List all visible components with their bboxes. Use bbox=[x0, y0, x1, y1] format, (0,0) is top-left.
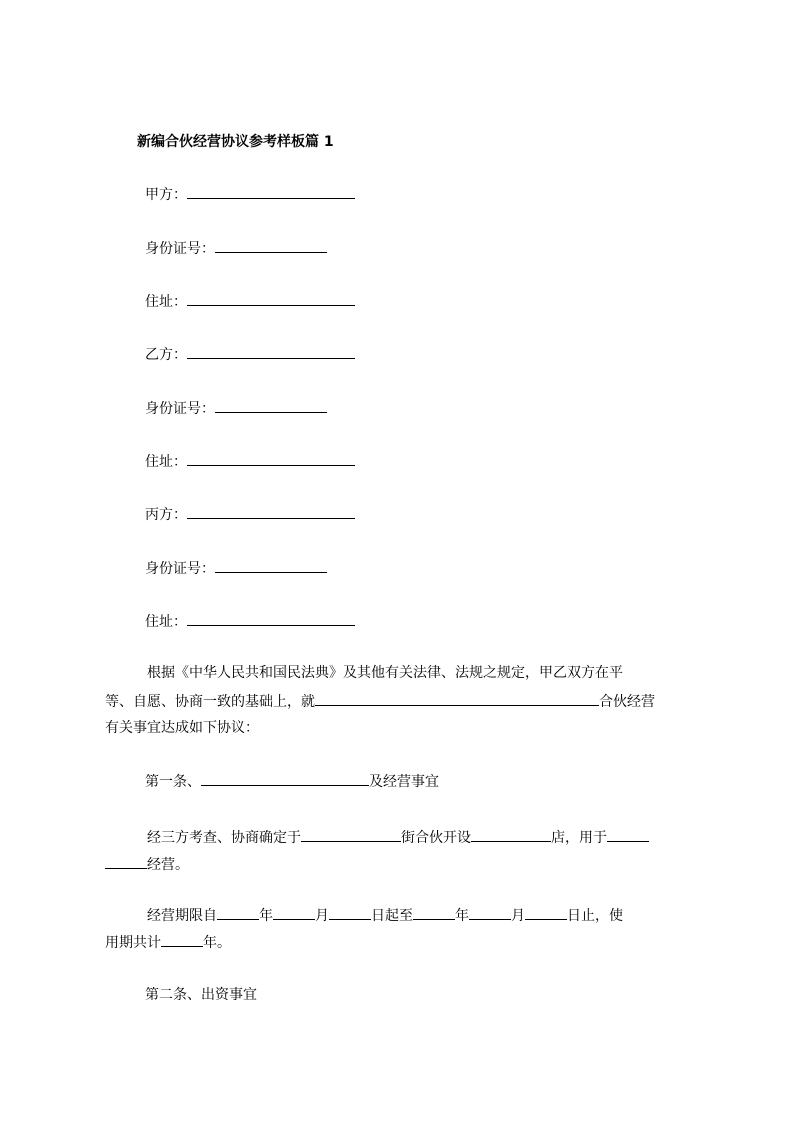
article1-prefix: 第一条、 bbox=[145, 774, 201, 790]
party-c-id-label: 身份证号： bbox=[145, 561, 215, 577]
article1-blank[interactable] bbox=[201, 773, 369, 786]
para2-line2 bbox=[105, 856, 189, 873]
page-title: 新编合伙经营协议参考样板篇 1 bbox=[137, 134, 334, 150]
party-c-label: 丙方： bbox=[145, 507, 187, 523]
party-c-row bbox=[145, 506, 355, 523]
party-a-address-blank[interactable] bbox=[187, 293, 355, 306]
para3-text-b: 用期共计 bbox=[105, 935, 161, 951]
para3-month1: 月 bbox=[315, 908, 329, 924]
party-a-id-blank[interactable] bbox=[215, 240, 327, 253]
para3-day-to: 日止，使 bbox=[567, 908, 623, 924]
party-c-address-blank[interactable] bbox=[187, 613, 355, 626]
party-b-name-blank[interactable] bbox=[187, 346, 355, 359]
para3-month2: 月 bbox=[511, 908, 525, 924]
article2-heading: 第二条、出资事宜 bbox=[145, 987, 257, 1003]
end-day-blank[interactable] bbox=[525, 907, 567, 920]
para1-line2 bbox=[105, 693, 655, 710]
para3-year2: 年 bbox=[455, 908, 469, 924]
para1-line2-text-a: 等、自愿、协商一致的基础上，就 bbox=[105, 694, 315, 710]
para3-line2 bbox=[105, 934, 231, 951]
article1-heading bbox=[145, 773, 439, 790]
street-blank[interactable] bbox=[301, 829, 401, 842]
para3-text-a: 经营期限自 bbox=[147, 908, 217, 924]
business-scope-blank-1[interactable] bbox=[607, 829, 649, 842]
party-c-id-row bbox=[145, 560, 327, 577]
party-a-row bbox=[145, 186, 355, 203]
para3-day-from: 日起至 bbox=[371, 908, 413, 924]
business-scope-blank-2[interactable] bbox=[105, 856, 147, 869]
party-b-label: 乙方： bbox=[145, 347, 187, 363]
party-b-row bbox=[145, 346, 355, 363]
party-a-id-label: 身份证号： bbox=[145, 241, 215, 257]
party-b-address-row bbox=[145, 453, 355, 470]
shop-blank[interactable] bbox=[471, 829, 551, 842]
start-month-blank[interactable] bbox=[273, 907, 315, 920]
para1-line2-text-b: 合伙经营 bbox=[599, 694, 655, 710]
para3-year1: 年 bbox=[259, 908, 273, 924]
party-a-address-label: 住址： bbox=[145, 294, 187, 310]
party-b-id-label: 身份证号： bbox=[145, 401, 215, 417]
party-a-label: 甲方： bbox=[145, 187, 187, 203]
party-b-id-blank[interactable] bbox=[215, 400, 327, 413]
start-year-blank[interactable] bbox=[217, 907, 259, 920]
para2-line1 bbox=[147, 829, 649, 846]
party-c-id-blank[interactable] bbox=[215, 560, 327, 573]
start-day-blank[interactable] bbox=[329, 907, 371, 920]
party-c-address-row bbox=[145, 613, 355, 630]
total-years-blank[interactable] bbox=[161, 934, 203, 947]
end-year-blank[interactable] bbox=[413, 907, 455, 920]
para1-line1: 根据《中华人民共和国民法典》及其他有关法律、法规之规定，甲乙双方在平 bbox=[147, 665, 623, 681]
para2-text-c: 店，用于 bbox=[551, 830, 607, 846]
para3-line1 bbox=[147, 907, 623, 924]
party-c-address-label: 住址： bbox=[145, 614, 187, 630]
cooperation-project-blank[interactable] bbox=[315, 693, 599, 706]
party-a-name-blank[interactable] bbox=[187, 186, 355, 199]
party-b-address-label: 住址： bbox=[145, 454, 187, 470]
para3-text-c: 年。 bbox=[203, 935, 231, 951]
para2-text-a: 经三方考查、协商确定于 bbox=[147, 830, 301, 846]
party-b-address-blank[interactable] bbox=[187, 453, 355, 466]
para2-text-d: 经营。 bbox=[147, 857, 189, 873]
article1-suffix: 及经营事宜 bbox=[369, 774, 439, 790]
party-a-id-row bbox=[145, 240, 327, 257]
party-a-address-row bbox=[145, 293, 355, 310]
para2-text-b: 街合伙开设 bbox=[401, 830, 471, 846]
para1-line3: 有关事宜达成如下协议： bbox=[105, 720, 259, 736]
end-month-blank[interactable] bbox=[469, 907, 511, 920]
party-c-name-blank[interactable] bbox=[187, 506, 355, 519]
party-b-id-row bbox=[145, 400, 327, 417]
